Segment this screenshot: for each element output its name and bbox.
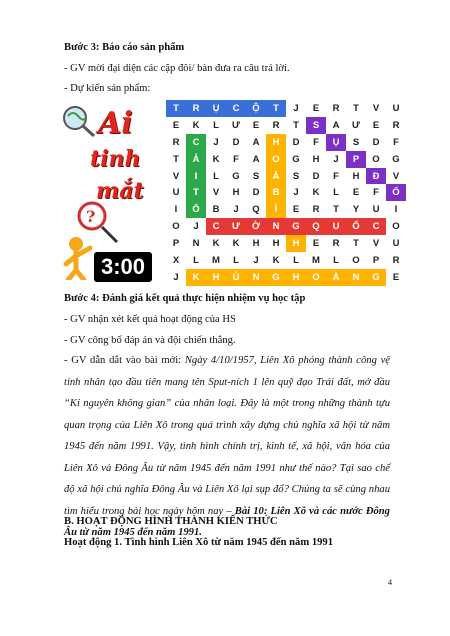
grid-cell: V bbox=[386, 168, 406, 185]
grid-cell: G bbox=[286, 151, 306, 168]
grid-cell: Ư bbox=[346, 117, 366, 134]
grid-cell: K bbox=[226, 235, 246, 252]
grid-cell: E bbox=[246, 117, 266, 134]
grid-cell: O bbox=[266, 151, 286, 168]
grid-cell: T bbox=[326, 201, 346, 218]
grid-cell: G bbox=[386, 151, 406, 168]
grid-cell: H bbox=[226, 184, 246, 201]
magnifier-globe-icon bbox=[60, 104, 100, 140]
grid-cell: R bbox=[186, 100, 206, 117]
grid-cell: H bbox=[206, 269, 226, 286]
grid-cell: D bbox=[306, 168, 326, 185]
grid-cell: F bbox=[226, 151, 246, 168]
step4-heading: Bước 4: Đánh giá kết quả thực hiện nhiệm vụ học tập bbox=[64, 293, 306, 304]
grid-cell: P bbox=[346, 151, 366, 168]
grid-cell: T bbox=[266, 100, 286, 117]
grid-cell: G bbox=[366, 269, 386, 286]
grid-cell: H bbox=[306, 151, 326, 168]
grid-cell: Ư bbox=[226, 218, 246, 235]
grid-cell: R bbox=[306, 201, 326, 218]
grid-cell: G bbox=[266, 269, 286, 286]
grid-cell: G bbox=[286, 218, 306, 235]
grid-cell: F bbox=[306, 134, 326, 151]
grid-cell: D bbox=[286, 134, 306, 151]
grid-cell: U bbox=[386, 235, 406, 252]
grid-cell: S bbox=[286, 168, 306, 185]
grid-cell: L bbox=[226, 252, 246, 269]
puzzle-word-ai: Ai bbox=[98, 106, 133, 141]
grid-cell: T bbox=[186, 184, 206, 201]
grid-cell: O bbox=[166, 218, 186, 235]
lesson-title: Bài 10: Liên Xô và các nước Đông Âu từ năm 1945 đến năm 1991. bbox=[64, 505, 390, 538]
grid-cell: À bbox=[266, 168, 286, 185]
activity-1-heading: Hoạt động 1. Tình hình Liên Xô từ năm 1945 đến năm 1991 bbox=[64, 537, 334, 548]
grid-cell: L bbox=[286, 252, 306, 269]
grid-cell: M bbox=[206, 252, 226, 269]
grid-cell: Ụ bbox=[206, 100, 226, 117]
grid-cell: J bbox=[286, 184, 306, 201]
grid-cell: C bbox=[206, 218, 226, 235]
grid-cell: H bbox=[346, 168, 366, 185]
grid-cell: H bbox=[286, 235, 306, 252]
grid-cell: U bbox=[366, 201, 386, 218]
grid-cell: À bbox=[326, 269, 346, 286]
grid-cell: H bbox=[286, 269, 306, 286]
puzzle-word-mat: mắt bbox=[96, 178, 144, 204]
grid-cell: K bbox=[206, 151, 226, 168]
grid-cell: J bbox=[206, 134, 226, 151]
grid-cell: J bbox=[186, 218, 206, 235]
grid-cell: P bbox=[166, 235, 186, 252]
grid-cell: T bbox=[166, 100, 186, 117]
grid-cell: J bbox=[286, 100, 306, 117]
timer-display: 3:00 bbox=[94, 252, 152, 282]
grid-cell: O bbox=[346, 252, 366, 269]
grid-cell: R bbox=[386, 117, 406, 134]
grid-cell: C bbox=[186, 134, 206, 151]
grid-cell: P bbox=[366, 252, 386, 269]
page-number: 4 bbox=[388, 578, 392, 587]
intro-lead: - GV dẫn dắt vào bài mới: bbox=[64, 355, 185, 366]
grid-cell: H bbox=[266, 235, 286, 252]
grid-cell: Ộ bbox=[246, 100, 266, 117]
grid-cell: M bbox=[306, 252, 326, 269]
grid-cell: E bbox=[386, 269, 406, 286]
grid-cell: U bbox=[166, 184, 186, 201]
grid-cell: N bbox=[266, 218, 286, 235]
grid-cell: V bbox=[366, 100, 386, 117]
grid-cell: A bbox=[326, 117, 346, 134]
grid-cell: Ư bbox=[226, 117, 246, 134]
grid-cell: V bbox=[166, 168, 186, 185]
grid-cell: G bbox=[226, 168, 246, 185]
puzzle-word-tinh: tinh bbox=[90, 146, 141, 172]
grid-cell: B bbox=[266, 184, 286, 201]
grid-cell: Ố bbox=[346, 218, 366, 235]
grid-cell: S bbox=[346, 134, 366, 151]
grid-cell: Y bbox=[346, 201, 366, 218]
grid-cell: R bbox=[326, 100, 346, 117]
grid-cell: Ì bbox=[266, 201, 286, 218]
grid-cell: E bbox=[366, 117, 386, 134]
grid-cell: F bbox=[386, 134, 406, 151]
grid-cell: J bbox=[246, 252, 266, 269]
grid-cell: B bbox=[206, 201, 226, 218]
grid-cell: K bbox=[186, 269, 206, 286]
grid-cell: Ổ bbox=[386, 184, 406, 201]
grid-cell: T bbox=[286, 117, 306, 134]
grid-cell: K bbox=[306, 184, 326, 201]
grid-cell: D bbox=[226, 134, 246, 151]
grid-cell: C bbox=[226, 100, 246, 117]
grid-cell: R bbox=[326, 235, 346, 252]
intro-italic: Ngày 4/10/1957, Liên Xô phóng thành công vệ tinh nhân tạo đầu tiên mang tên Sput-ních 1 lên quỹ đạo Trái đất, mở đầu “Kỉ nguyên không gian” của nhân loại. Đây là một trong những thành tựu quan trọng của Liên Xô trong quá trình xây dựng chủ nghĩa xã hội từ năm 1945 đến năm 1991. Vậy, tình hình chính trị, kinh tế, xã hội, văn hóa của Liên Xô và Đông Âu từ năm 1945 đến năm 1991 như thế nào? Tại sao chế độ xã hội chủ nghĩa Đông Âu và Liên Xô lại sụp đổ? Chúng ta sẽ cùng nhau tìm hiểu trong bài học ngày hôm nay – bbox=[64, 355, 390, 517]
grid-cell: I bbox=[386, 201, 406, 218]
grid-cell: Ổ bbox=[186, 201, 206, 218]
grid-cell: L bbox=[206, 117, 226, 134]
grid-cell: H bbox=[266, 134, 286, 151]
grid-cell: E bbox=[346, 184, 366, 201]
grid-cell: J bbox=[326, 151, 346, 168]
grid-cell: L bbox=[326, 252, 346, 269]
word-search-grid bbox=[166, 100, 406, 286]
grid-cell: K bbox=[266, 252, 286, 269]
grid-cell: F bbox=[326, 168, 346, 185]
grid-cell: J bbox=[226, 201, 246, 218]
grid-cell: U bbox=[326, 218, 346, 235]
grid-cell: Ủ bbox=[226, 269, 246, 286]
grid-cell: F bbox=[366, 184, 386, 201]
grid-cell: K bbox=[206, 235, 226, 252]
grid-cell: J bbox=[166, 269, 186, 286]
grid-cell: T bbox=[346, 100, 366, 117]
grid-cell: R bbox=[166, 134, 186, 151]
grid-cell: N bbox=[246, 269, 266, 286]
grid-cell: A bbox=[246, 151, 266, 168]
grid-cell: E bbox=[306, 235, 326, 252]
grid-cell: D bbox=[246, 184, 266, 201]
grid-cell: L bbox=[206, 168, 226, 185]
grid-cell: S bbox=[306, 117, 326, 134]
grid-cell: V bbox=[206, 184, 226, 201]
step4-line-1: - GV nhận xét kết quả hoạt động của HS bbox=[64, 314, 236, 325]
grid-cell: E bbox=[166, 117, 186, 134]
step3-line-1: - GV mời đại diện các cặp đôi/ bàn đưa ra câu trả lời. bbox=[64, 63, 290, 74]
step3-line-2: - Dự kiến sản phẩm: bbox=[64, 83, 151, 94]
grid-cell: T bbox=[166, 151, 186, 168]
grid-cell: Ả bbox=[186, 151, 206, 168]
grid-cell: H bbox=[246, 235, 266, 252]
grid-cell: K bbox=[186, 117, 206, 134]
grid-cell: Đ bbox=[366, 168, 386, 185]
grid-cell: U bbox=[386, 100, 406, 117]
grid-cell: L bbox=[186, 252, 206, 269]
grid-cell: T bbox=[346, 235, 366, 252]
grid-cell: R bbox=[386, 252, 406, 269]
grid-cell: Ụ bbox=[326, 134, 346, 151]
grid-cell: E bbox=[286, 201, 306, 218]
grid-cell: C bbox=[366, 218, 386, 235]
grid-cell: R bbox=[266, 117, 286, 134]
section-b-heading: B. HOẠT ĐỘNG HÌNH THÀNH KIẾN THỨC bbox=[64, 516, 278, 527]
grid-cell: Ờ bbox=[246, 218, 266, 235]
grid-cell: O bbox=[306, 269, 326, 286]
step4-line-2: - GV công bố đáp án và đội chiến thắng. bbox=[64, 335, 236, 346]
grid-cell: L bbox=[326, 184, 346, 201]
grid-cell: E bbox=[306, 100, 326, 117]
grid-cell: N bbox=[186, 235, 206, 252]
grid-cell: D bbox=[366, 134, 386, 151]
grid-cell: I bbox=[166, 201, 186, 218]
grid-cell: Q bbox=[246, 201, 266, 218]
step3-heading: Bước 3: Báo cáo sản phẩm bbox=[64, 42, 185, 53]
grid-cell: O bbox=[386, 218, 406, 235]
grid-cell: O bbox=[366, 151, 386, 168]
grid-cell: N bbox=[346, 269, 366, 286]
grid-cell: S bbox=[246, 168, 266, 185]
grid-cell: A bbox=[246, 134, 266, 151]
grid-cell: I bbox=[186, 168, 206, 185]
grid-cell: V bbox=[366, 235, 386, 252]
grid-cell: X bbox=[166, 252, 186, 269]
question-mark: ? bbox=[86, 207, 96, 226]
grid-cell: Q bbox=[306, 218, 326, 235]
